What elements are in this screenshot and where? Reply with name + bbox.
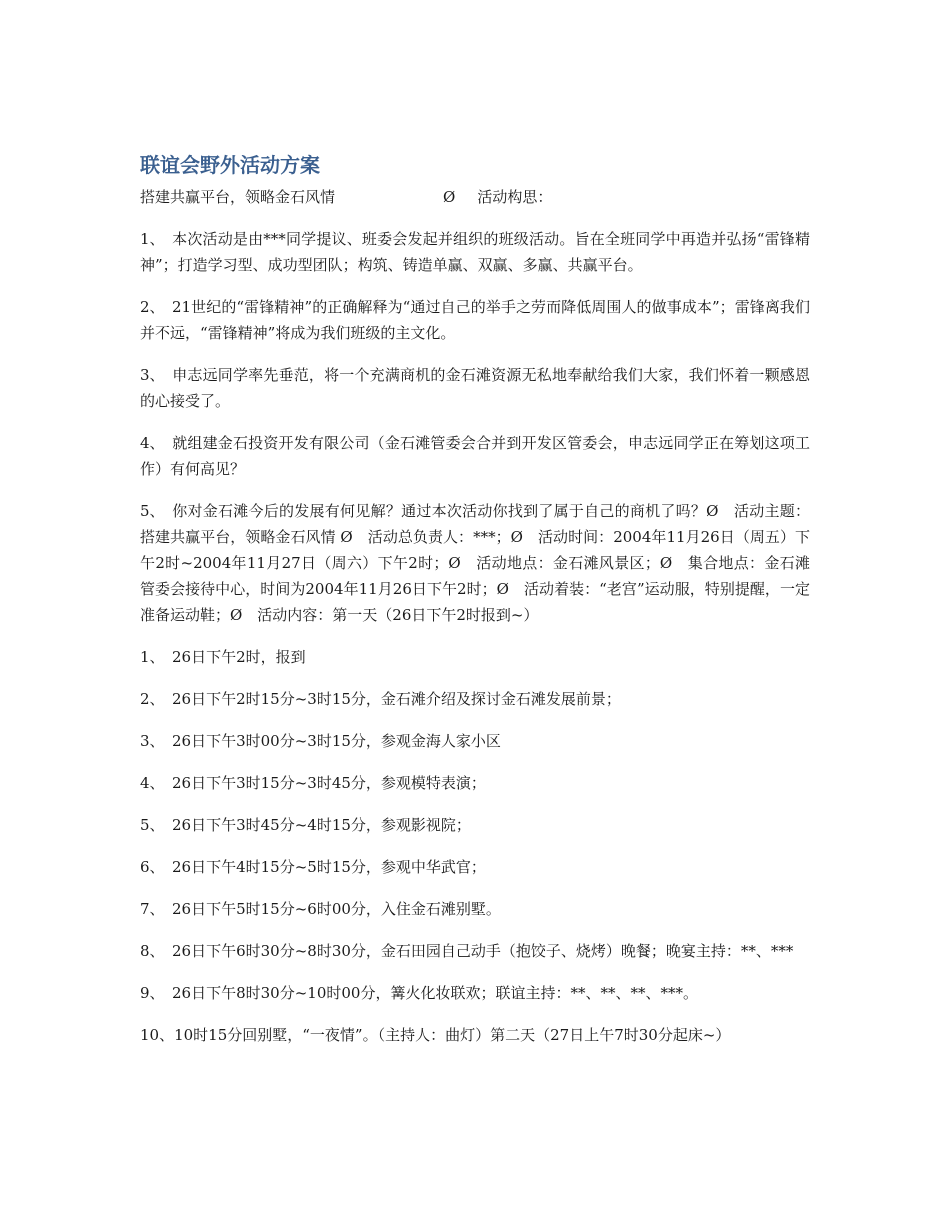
schedule-section	[140, 644, 810, 1048]
schedule-item	[140, 896, 810, 922]
paragraph-number: 2、	[140, 298, 165, 316]
paragraph-text: 申志远同学率先垂范，将一个充满商机的金石滩资源无私地奉献给我们大家，我们怀着一颗感恩的心接受了。	[140, 366, 810, 410]
paragraph-text: 21世纪的“雷锋精神”的正确解释为“通过自己的举手之劳而降低周围人的做事成本”；雷锋离我们并不远，“雷锋精神”将成为我们班级的主文化。	[140, 298, 810, 342]
item-text: 26日下午2时，报到	[172, 648, 306, 666]
item-number: 5、	[140, 816, 165, 834]
schedule-item	[140, 980, 810, 1006]
intro-paragraph	[140, 294, 810, 346]
schedule-item	[140, 644, 810, 670]
paragraph-number: 4、	[140, 434, 165, 452]
item-text: 26日下午8时30分~10时00分，篝火化妆联欢；联谊主持：**、**、**、***。	[172, 984, 698, 1002]
document-title: 联谊会野外活动方案	[140, 153, 320, 177]
intro-paragraph	[140, 362, 810, 414]
document-page	[140, 150, 810, 1064]
intro-paragraph	[140, 430, 810, 482]
item-text: 26日下午4时15分~5时15分，参观中华武官；	[172, 858, 486, 876]
item-number: 10、	[140, 1026, 175, 1044]
item-text: 26日下午5时15分~6时00分，入住金石滩别墅。	[172, 900, 501, 918]
bullet-icon: Ø	[443, 188, 456, 206]
item-number: 2、	[140, 690, 165, 708]
paragraph-text: 本次活动是由***同学提议、班委会发起并组织的班级活动。旨在全班同学中再造并弘扬“雷锋精神”；打造学习型、成功型团队；构筑、铸造单赢、双赢、多赢、共赢平台。	[140, 230, 810, 274]
item-number: 3、	[140, 732, 165, 750]
subtitle-left: 搭建共赢平台，领略金石风情	[140, 188, 336, 206]
item-text: 26日下午3时45分~4时15分，参观影视院；	[172, 816, 471, 834]
paragraph-text: 就组建金石投资开发有限公司（金石滩管委会合并到开发区管委会，申志远同学正在筹划这项工作）有何高见？	[140, 434, 810, 478]
schedule-item	[140, 770, 810, 796]
schedule-item	[140, 812, 810, 838]
item-number: 8、	[140, 942, 165, 960]
paragraph-text: 你对金石滩今后的发展有何见解？通过本次活动你找到了属于自己的商机了吗？Ø 活动主题：搭建共赢平台，领略金石风情 Ø 活动总负责人：***；Ø 活动时间：2004年11月26日（周五）下午2时~2004年11月27日（周六）下午2时；Ø 活动地点：金石滩风景区；Ø 集合地点：金石滩管委会接待中心，时间为2004年11月26日下午2时；Ø 活动着装：“老宫”运动服，特别提醒，一定准备运动鞋；Ø 活动内容：第一天（26日下午2时报到~）	[140, 502, 810, 624]
subtitle-line	[140, 184, 810, 210]
intro-paragraph	[140, 226, 810, 278]
subtitle-right: 活动构思：	[477, 188, 553, 206]
paragraph-number: 1、	[140, 230, 165, 248]
item-text: 26日下午6时30分~8时30分，金石田园自己动手（抱饺子、烧烤）晚餐；晚宴主持：**、***	[172, 942, 794, 960]
paragraph-number: 5、	[140, 502, 165, 520]
intro-section	[140, 226, 810, 628]
schedule-item	[140, 938, 810, 964]
item-number: 9、	[140, 984, 165, 1002]
schedule-item	[140, 728, 810, 754]
schedule-item	[140, 686, 810, 712]
item-number: 1、	[140, 648, 165, 666]
schedule-item	[140, 1022, 810, 1048]
item-text: 26日下午3时00分~3时15分，参观金海人家小区	[172, 732, 501, 750]
item-number: 6、	[140, 858, 165, 876]
schedule-item	[140, 854, 810, 880]
item-number: 7、	[140, 900, 165, 918]
paragraph-number: 3、	[140, 366, 165, 384]
item-text: 26日下午3时15分~3时45分，参观模特表演；	[172, 774, 486, 792]
item-text: 26日下午2时15分~3时15分，金石滩介绍及探讨金石滩发展前景；	[172, 690, 621, 708]
item-text: 10时15分回别墅，“一夜情”。（主持人：曲灯）第二天（27日上午7时30分起床~）	[174, 1026, 731, 1044]
item-number: 4、	[140, 774, 165, 792]
intro-paragraph	[140, 498, 810, 628]
